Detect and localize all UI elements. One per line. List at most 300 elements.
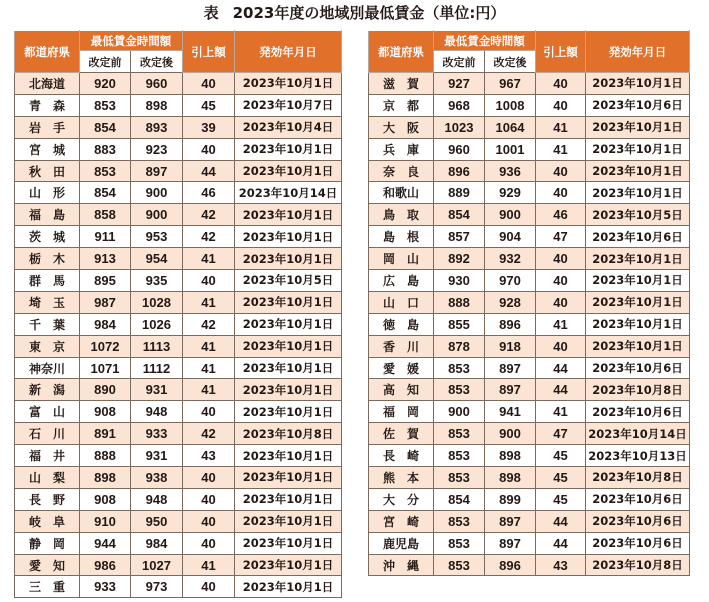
increase-cell: 41 <box>183 379 235 401</box>
wage-before-cell: 896 <box>434 160 485 182</box>
table-body-right <box>369 73 690 576</box>
title-text: 2023年度の地域別最低賃金（単位:円） <box>232 4 506 22</box>
wage-after-cell: 936 <box>485 160 536 182</box>
prefecture-cell: 長 野 <box>15 488 80 510</box>
wage-after-cell: 1112 <box>131 357 183 379</box>
prefecture-cell: 愛 知 <box>15 554 80 576</box>
prefecture-cell: 高 知 <box>369 379 434 401</box>
increase-cell: 44 <box>536 357 586 379</box>
increase-cell: 42 <box>183 226 235 248</box>
effective-date-cell: 2023年10月1日 <box>235 445 342 467</box>
wage-after-cell: 897 <box>485 379 536 401</box>
wage-after-cell: 897 <box>485 357 536 379</box>
table-body-left <box>15 73 342 598</box>
table-row <box>15 379 342 401</box>
wage-after-cell: 950 <box>131 510 183 532</box>
prefecture-cell: 鹿児島 <box>369 532 434 554</box>
wage-after-cell: 898 <box>485 467 536 489</box>
effective-date-cell: 2023年10月1日 <box>586 138 690 160</box>
increase-cell: 40 <box>536 182 586 204</box>
table-row <box>369 248 690 270</box>
wage-before-cell: 920 <box>80 73 131 95</box>
wage-after-cell: 928 <box>485 291 536 313</box>
table-row <box>369 116 690 138</box>
increase-cell: 40 <box>183 576 235 598</box>
effective-date-cell: 2023年10月1日 <box>235 467 342 489</box>
wage-before-cell: 911 <box>80 226 131 248</box>
table-row <box>369 313 690 335</box>
table-row <box>15 357 342 379</box>
effective-date-cell: 2023年10月6日 <box>586 488 690 510</box>
effective-date-cell: 2023年10月1日 <box>586 313 690 335</box>
table-row <box>15 488 342 510</box>
prefecture-cell: 新 潟 <box>15 379 80 401</box>
increase-cell: 40 <box>536 335 586 357</box>
increase-cell: 41 <box>183 357 235 379</box>
wage-before-cell: 878 <box>434 335 485 357</box>
increase-cell: 40 <box>183 138 235 160</box>
increase-cell: 40 <box>183 270 235 292</box>
table-row <box>369 554 690 576</box>
wage-after-cell: 1008 <box>485 94 536 116</box>
increase-cell: 40 <box>536 270 586 292</box>
table-row <box>15 291 342 313</box>
prefecture-cell: 福 島 <box>15 204 80 226</box>
effective-date-cell: 2023年10月6日 <box>586 357 690 379</box>
increase-cell: 40 <box>183 73 235 95</box>
prefecture-cell: 山 形 <box>15 182 80 204</box>
wage-after-cell: 918 <box>485 335 536 357</box>
increase-cell: 45 <box>536 488 586 510</box>
prefecture-cell: 秋 田 <box>15 160 80 182</box>
wage-after-cell: 1001 <box>485 138 536 160</box>
table-row <box>15 576 342 598</box>
prefecture-cell: 栃 木 <box>15 248 80 270</box>
increase-cell: 40 <box>183 467 235 489</box>
wage-after-cell: 935 <box>131 270 183 292</box>
increase-cell: 40 <box>536 248 586 270</box>
prefecture-cell: 滋 賀 <box>369 73 434 95</box>
wage-after-cell: 1064 <box>485 116 536 138</box>
wage-before-cell: 891 <box>80 423 131 445</box>
effective-date-cell: 2023年10月1日 <box>235 248 342 270</box>
table-row <box>15 532 342 554</box>
increase-cell: 44 <box>183 160 235 182</box>
table-row <box>15 160 342 182</box>
prefecture-cell: 大 阪 <box>369 116 434 138</box>
increase-cell: 41 <box>183 248 235 270</box>
prefecture-cell: 石 川 <box>15 423 80 445</box>
header-after: 改定後 <box>131 51 183 73</box>
wage-after-cell: 929 <box>485 182 536 204</box>
prefecture-cell: 香 川 <box>369 335 434 357</box>
increase-cell: 45 <box>536 467 586 489</box>
table-row <box>15 335 342 357</box>
effective-date-cell: 2023年10月1日 <box>586 291 690 313</box>
table-row <box>15 116 342 138</box>
increase-cell: 40 <box>183 401 235 423</box>
effective-date-cell: 2023年10月1日 <box>235 576 342 598</box>
wage-after-cell: 896 <box>485 554 536 576</box>
increase-cell: 41 <box>183 335 235 357</box>
header-effective-date: 発効年月日 <box>235 31 342 73</box>
wage-before-cell: 855 <box>434 313 485 335</box>
prefecture-cell: 静 岡 <box>15 532 80 554</box>
table-row <box>15 510 342 532</box>
effective-date-cell: 2023年10月1日 <box>586 160 690 182</box>
table-row <box>15 423 342 445</box>
prefecture-cell: 福 岡 <box>369 401 434 423</box>
prefecture-cell: 茨 城 <box>15 226 80 248</box>
table-row <box>369 335 690 357</box>
wage-after-cell: 900 <box>131 204 183 226</box>
table-row <box>369 532 690 554</box>
effective-date-cell: 2023年10月5日 <box>235 270 342 292</box>
effective-date-cell: 2023年10月1日 <box>586 116 690 138</box>
wage-before-cell: 930 <box>434 270 485 292</box>
wage-after-cell: 933 <box>131 423 183 445</box>
wage-after-cell: 1027 <box>131 554 183 576</box>
wage-before-cell: 960 <box>434 138 485 160</box>
effective-date-cell: 2023年10月1日 <box>235 313 342 335</box>
effective-date-cell: 2023年10月1日 <box>235 554 342 576</box>
table-row <box>369 379 690 401</box>
wage-before-cell: 898 <box>80 467 131 489</box>
table-row <box>369 291 690 313</box>
table-row <box>369 357 690 379</box>
prefecture-cell: 宮 崎 <box>369 510 434 532</box>
prefecture-cell: 山 口 <box>369 291 434 313</box>
wage-after-cell: 948 <box>131 488 183 510</box>
prefecture-cell: 佐 賀 <box>369 423 434 445</box>
wage-before-cell: 883 <box>80 138 131 160</box>
table-row <box>15 313 342 335</box>
increase-cell: 42 <box>183 313 235 335</box>
header-before: 改定前 <box>80 51 131 73</box>
wage-after-cell: 931 <box>131 379 183 401</box>
wage-before-cell: 889 <box>434 182 485 204</box>
wage-after-cell: 898 <box>131 94 183 116</box>
wage-after-cell: 960 <box>131 73 183 95</box>
table-row <box>15 204 342 226</box>
effective-date-cell: 2023年10月8日 <box>586 554 690 576</box>
wage-after-cell: 970 <box>485 270 536 292</box>
wage-before-cell: 853 <box>434 510 485 532</box>
effective-date-cell: 2023年10月1日 <box>235 160 342 182</box>
increase-cell: 41 <box>536 313 586 335</box>
prefecture-cell: 岩 手 <box>15 116 80 138</box>
header-before: 改定前 <box>434 51 485 73</box>
increase-cell: 41 <box>183 291 235 313</box>
prefecture-cell: 徳 島 <box>369 313 434 335</box>
table-row <box>15 94 342 116</box>
prefecture-cell: 島 根 <box>369 226 434 248</box>
table-row <box>15 467 342 489</box>
increase-cell: 40 <box>536 160 586 182</box>
effective-date-cell: 2023年10月1日 <box>235 488 342 510</box>
wage-before-cell: 858 <box>80 204 131 226</box>
wage-after-cell: 932 <box>485 248 536 270</box>
prefecture-cell: 和歌山 <box>369 182 434 204</box>
wage-before-cell: 853 <box>80 160 131 182</box>
wage-after-cell: 948 <box>131 401 183 423</box>
wage-after-cell: 898 <box>485 445 536 467</box>
increase-cell: 43 <box>183 445 235 467</box>
wage-before-cell: 987 <box>80 291 131 313</box>
prefecture-cell: 福 井 <box>15 445 80 467</box>
table-row <box>369 467 690 489</box>
effective-date-cell: 2023年10月14日 <box>586 423 690 445</box>
wage-after-cell: 1028 <box>131 291 183 313</box>
prefecture-cell: 大 分 <box>369 488 434 510</box>
wage-before-cell: 853 <box>434 423 485 445</box>
header-wage: 最低賃金時間額 <box>80 31 183 51</box>
table-row <box>369 488 690 510</box>
wage-before-cell: 933 <box>80 576 131 598</box>
increase-cell: 41 <box>536 138 586 160</box>
effective-date-cell: 2023年10月5日 <box>586 204 690 226</box>
prefecture-cell: 神奈川 <box>15 357 80 379</box>
increase-cell: 41 <box>536 116 586 138</box>
increase-cell: 40 <box>183 488 235 510</box>
wage-after-cell: 897 <box>131 160 183 182</box>
table-row <box>15 248 342 270</box>
effective-date-cell: 2023年10月4日 <box>235 116 342 138</box>
effective-date-cell: 2023年10月6日 <box>586 401 690 423</box>
table-row <box>15 226 342 248</box>
increase-cell: 44 <box>536 510 586 532</box>
wage-before-cell: 927 <box>434 73 485 95</box>
increase-cell: 39 <box>183 116 235 138</box>
effective-date-cell: 2023年10月6日 <box>586 226 690 248</box>
wage-after-cell: 973 <box>131 576 183 598</box>
wage-after-cell: 938 <box>131 467 183 489</box>
wage-after-cell: 923 <box>131 138 183 160</box>
effective-date-cell: 2023年10月1日 <box>586 182 690 204</box>
increase-cell: 45 <box>183 94 235 116</box>
increase-cell: 40 <box>536 291 586 313</box>
effective-date-cell: 2023年10月7日 <box>235 94 342 116</box>
wage-before-cell: 968 <box>434 94 485 116</box>
prefecture-cell: 三 重 <box>15 576 80 598</box>
wage-before-cell: 888 <box>80 445 131 467</box>
prefecture-cell: 愛 媛 <box>369 357 434 379</box>
effective-date-cell: 2023年10月1日 <box>235 73 342 95</box>
wage-after-cell: 931 <box>131 445 183 467</box>
wage-after-cell: 967 <box>485 73 536 95</box>
prefecture-cell: 奈 良 <box>369 160 434 182</box>
effective-date-cell: 2023年10月1日 <box>235 138 342 160</box>
prefecture-cell: 山 梨 <box>15 467 80 489</box>
table-row <box>369 270 690 292</box>
effective-date-cell: 2023年10月14日 <box>235 182 342 204</box>
wage-after-cell: 897 <box>485 510 536 532</box>
effective-date-cell: 2023年10月1日 <box>235 335 342 357</box>
effective-date-cell: 2023年10月1日 <box>235 357 342 379</box>
prefecture-cell: 広 島 <box>369 270 434 292</box>
effective-date-cell: 2023年10月1日 <box>235 510 342 532</box>
table-row <box>369 510 690 532</box>
wage-before-cell: 853 <box>434 554 485 576</box>
increase-cell: 46 <box>183 182 235 204</box>
effective-date-cell: 2023年10月8日 <box>586 467 690 489</box>
table-row <box>15 445 342 467</box>
table-row <box>15 554 342 576</box>
header-increase: 引上額 <box>536 31 586 73</box>
increase-cell: 45 <box>536 445 586 467</box>
prefecture-cell: 長 崎 <box>369 445 434 467</box>
wage-before-cell: 854 <box>80 116 131 138</box>
increase-cell: 40 <box>536 73 586 95</box>
effective-date-cell: 2023年10月1日 <box>235 204 342 226</box>
wage-after-cell: 896 <box>485 313 536 335</box>
wage-after-cell: 1113 <box>131 335 183 357</box>
effective-date-cell: 2023年10月6日 <box>586 510 690 532</box>
increase-cell: 40 <box>536 94 586 116</box>
increase-cell: 47 <box>536 226 586 248</box>
effective-date-cell: 2023年10月8日 <box>586 379 690 401</box>
increase-cell: 41 <box>183 554 235 576</box>
effective-date-cell: 2023年10月6日 <box>586 532 690 554</box>
table-row <box>369 73 690 95</box>
table-row <box>369 182 690 204</box>
wage-after-cell: 941 <box>485 401 536 423</box>
effective-date-cell: 2023年10月1日 <box>235 532 342 554</box>
effective-date-cell: 2023年10月1日 <box>235 379 342 401</box>
wage-before-cell: 888 <box>434 291 485 313</box>
wage-before-cell: 892 <box>434 248 485 270</box>
table-row <box>369 423 690 445</box>
increase-cell: 44 <box>536 379 586 401</box>
wage-after-cell: 904 <box>485 226 536 248</box>
wage-before-cell: 853 <box>434 445 485 467</box>
wage-after-cell: 893 <box>131 116 183 138</box>
header-increase: 引上額 <box>183 31 235 73</box>
wage-after-cell: 900 <box>485 423 536 445</box>
wage-before-cell: 1072 <box>80 335 131 357</box>
wage-after-cell: 900 <box>131 182 183 204</box>
wage-after-cell: 954 <box>131 248 183 270</box>
prefecture-cell: 熊 本 <box>369 467 434 489</box>
prefecture-cell: 兵 庫 <box>369 138 434 160</box>
wage-after-cell: 953 <box>131 226 183 248</box>
increase-cell: 44 <box>536 532 586 554</box>
prefecture-cell: 京 都 <box>369 94 434 116</box>
table-row <box>369 226 690 248</box>
table-row <box>369 401 690 423</box>
wage-before-cell: 854 <box>80 182 131 204</box>
header-prefecture: 都道府県 <box>369 31 434 73</box>
wage-before-cell: 900 <box>434 401 485 423</box>
prefecture-cell: 宮 城 <box>15 138 80 160</box>
table-title <box>0 2 709 24</box>
increase-cell: 41 <box>536 401 586 423</box>
prefecture-cell: 東 京 <box>15 335 80 357</box>
increase-cell: 42 <box>183 204 235 226</box>
wage-table-left <box>14 30 342 598</box>
prefecture-cell: 岐 阜 <box>15 510 80 532</box>
effective-date-cell: 2023年10月6日 <box>586 94 690 116</box>
effective-date-cell: 2023年10月1日 <box>586 335 690 357</box>
header-prefecture: 都道府県 <box>15 31 80 73</box>
prefecture-cell: 埼 玉 <box>15 291 80 313</box>
effective-date-cell: 2023年10月1日 <box>586 270 690 292</box>
wage-before-cell: 895 <box>80 270 131 292</box>
wage-before-cell: 1023 <box>434 116 485 138</box>
increase-cell: 46 <box>536 204 586 226</box>
wage-before-cell: 910 <box>80 510 131 532</box>
effective-date-cell: 2023年10月1日 <box>235 401 342 423</box>
wage-before-cell: 853 <box>80 94 131 116</box>
table-row <box>369 204 690 226</box>
prefecture-cell: 青 森 <box>15 94 80 116</box>
increase-cell: 40 <box>183 532 235 554</box>
wage-after-cell: 900 <box>485 204 536 226</box>
table-row <box>369 138 690 160</box>
wage-before-cell: 853 <box>434 379 485 401</box>
wage-before-cell: 857 <box>434 226 485 248</box>
wage-table-right <box>368 30 690 576</box>
prefecture-cell: 富 山 <box>15 401 80 423</box>
effective-date-cell: 2023年10月1日 <box>235 291 342 313</box>
wage-before-cell: 890 <box>80 379 131 401</box>
wage-after-cell: 1026 <box>131 313 183 335</box>
wage-after-cell: 984 <box>131 532 183 554</box>
wage-before-cell: 908 <box>80 488 131 510</box>
wage-before-cell: 853 <box>434 357 485 379</box>
table-row <box>369 94 690 116</box>
increase-cell: 42 <box>183 423 235 445</box>
wage-before-cell: 853 <box>434 532 485 554</box>
prefecture-cell: 群 馬 <box>15 270 80 292</box>
increase-cell: 43 <box>536 554 586 576</box>
prefecture-cell: 沖 縄 <box>369 554 434 576</box>
table-row <box>15 138 342 160</box>
table-row <box>15 270 342 292</box>
wage-before-cell: 913 <box>80 248 131 270</box>
wage-after-cell: 899 <box>485 488 536 510</box>
prefecture-cell: 北海道 <box>15 73 80 95</box>
effective-date-cell: 2023年10月13日 <box>586 445 690 467</box>
effective-date-cell: 2023年10月1日 <box>235 226 342 248</box>
header-wage: 最低賃金時間額 <box>434 31 536 51</box>
table-row <box>369 160 690 182</box>
table-row <box>369 445 690 467</box>
header-after: 改定後 <box>485 51 536 73</box>
effective-date-cell: 2023年10月1日 <box>586 73 690 95</box>
prefecture-cell: 鳥 取 <box>369 204 434 226</box>
increase-cell: 40 <box>183 510 235 532</box>
wage-before-cell: 853 <box>434 467 485 489</box>
prefecture-cell: 岡 山 <box>369 248 434 270</box>
wage-before-cell: 854 <box>434 488 485 510</box>
table-row <box>15 401 342 423</box>
wage-before-cell: 908 <box>80 401 131 423</box>
table-row <box>15 73 342 95</box>
table-label: 表 <box>203 4 219 22</box>
header-effective-date: 発効年月日 <box>586 31 690 73</box>
wage-before-cell: 984 <box>80 313 131 335</box>
wage-before-cell: 854 <box>434 204 485 226</box>
wage-before-cell: 944 <box>80 532 131 554</box>
effective-date-cell: 2023年10月1日 <box>586 248 690 270</box>
effective-date-cell: 2023年10月8日 <box>235 423 342 445</box>
wage-before-cell: 986 <box>80 554 131 576</box>
table-row <box>15 182 342 204</box>
increase-cell: 47 <box>536 423 586 445</box>
prefecture-cell: 千 葉 <box>15 313 80 335</box>
wage-after-cell: 897 <box>485 532 536 554</box>
